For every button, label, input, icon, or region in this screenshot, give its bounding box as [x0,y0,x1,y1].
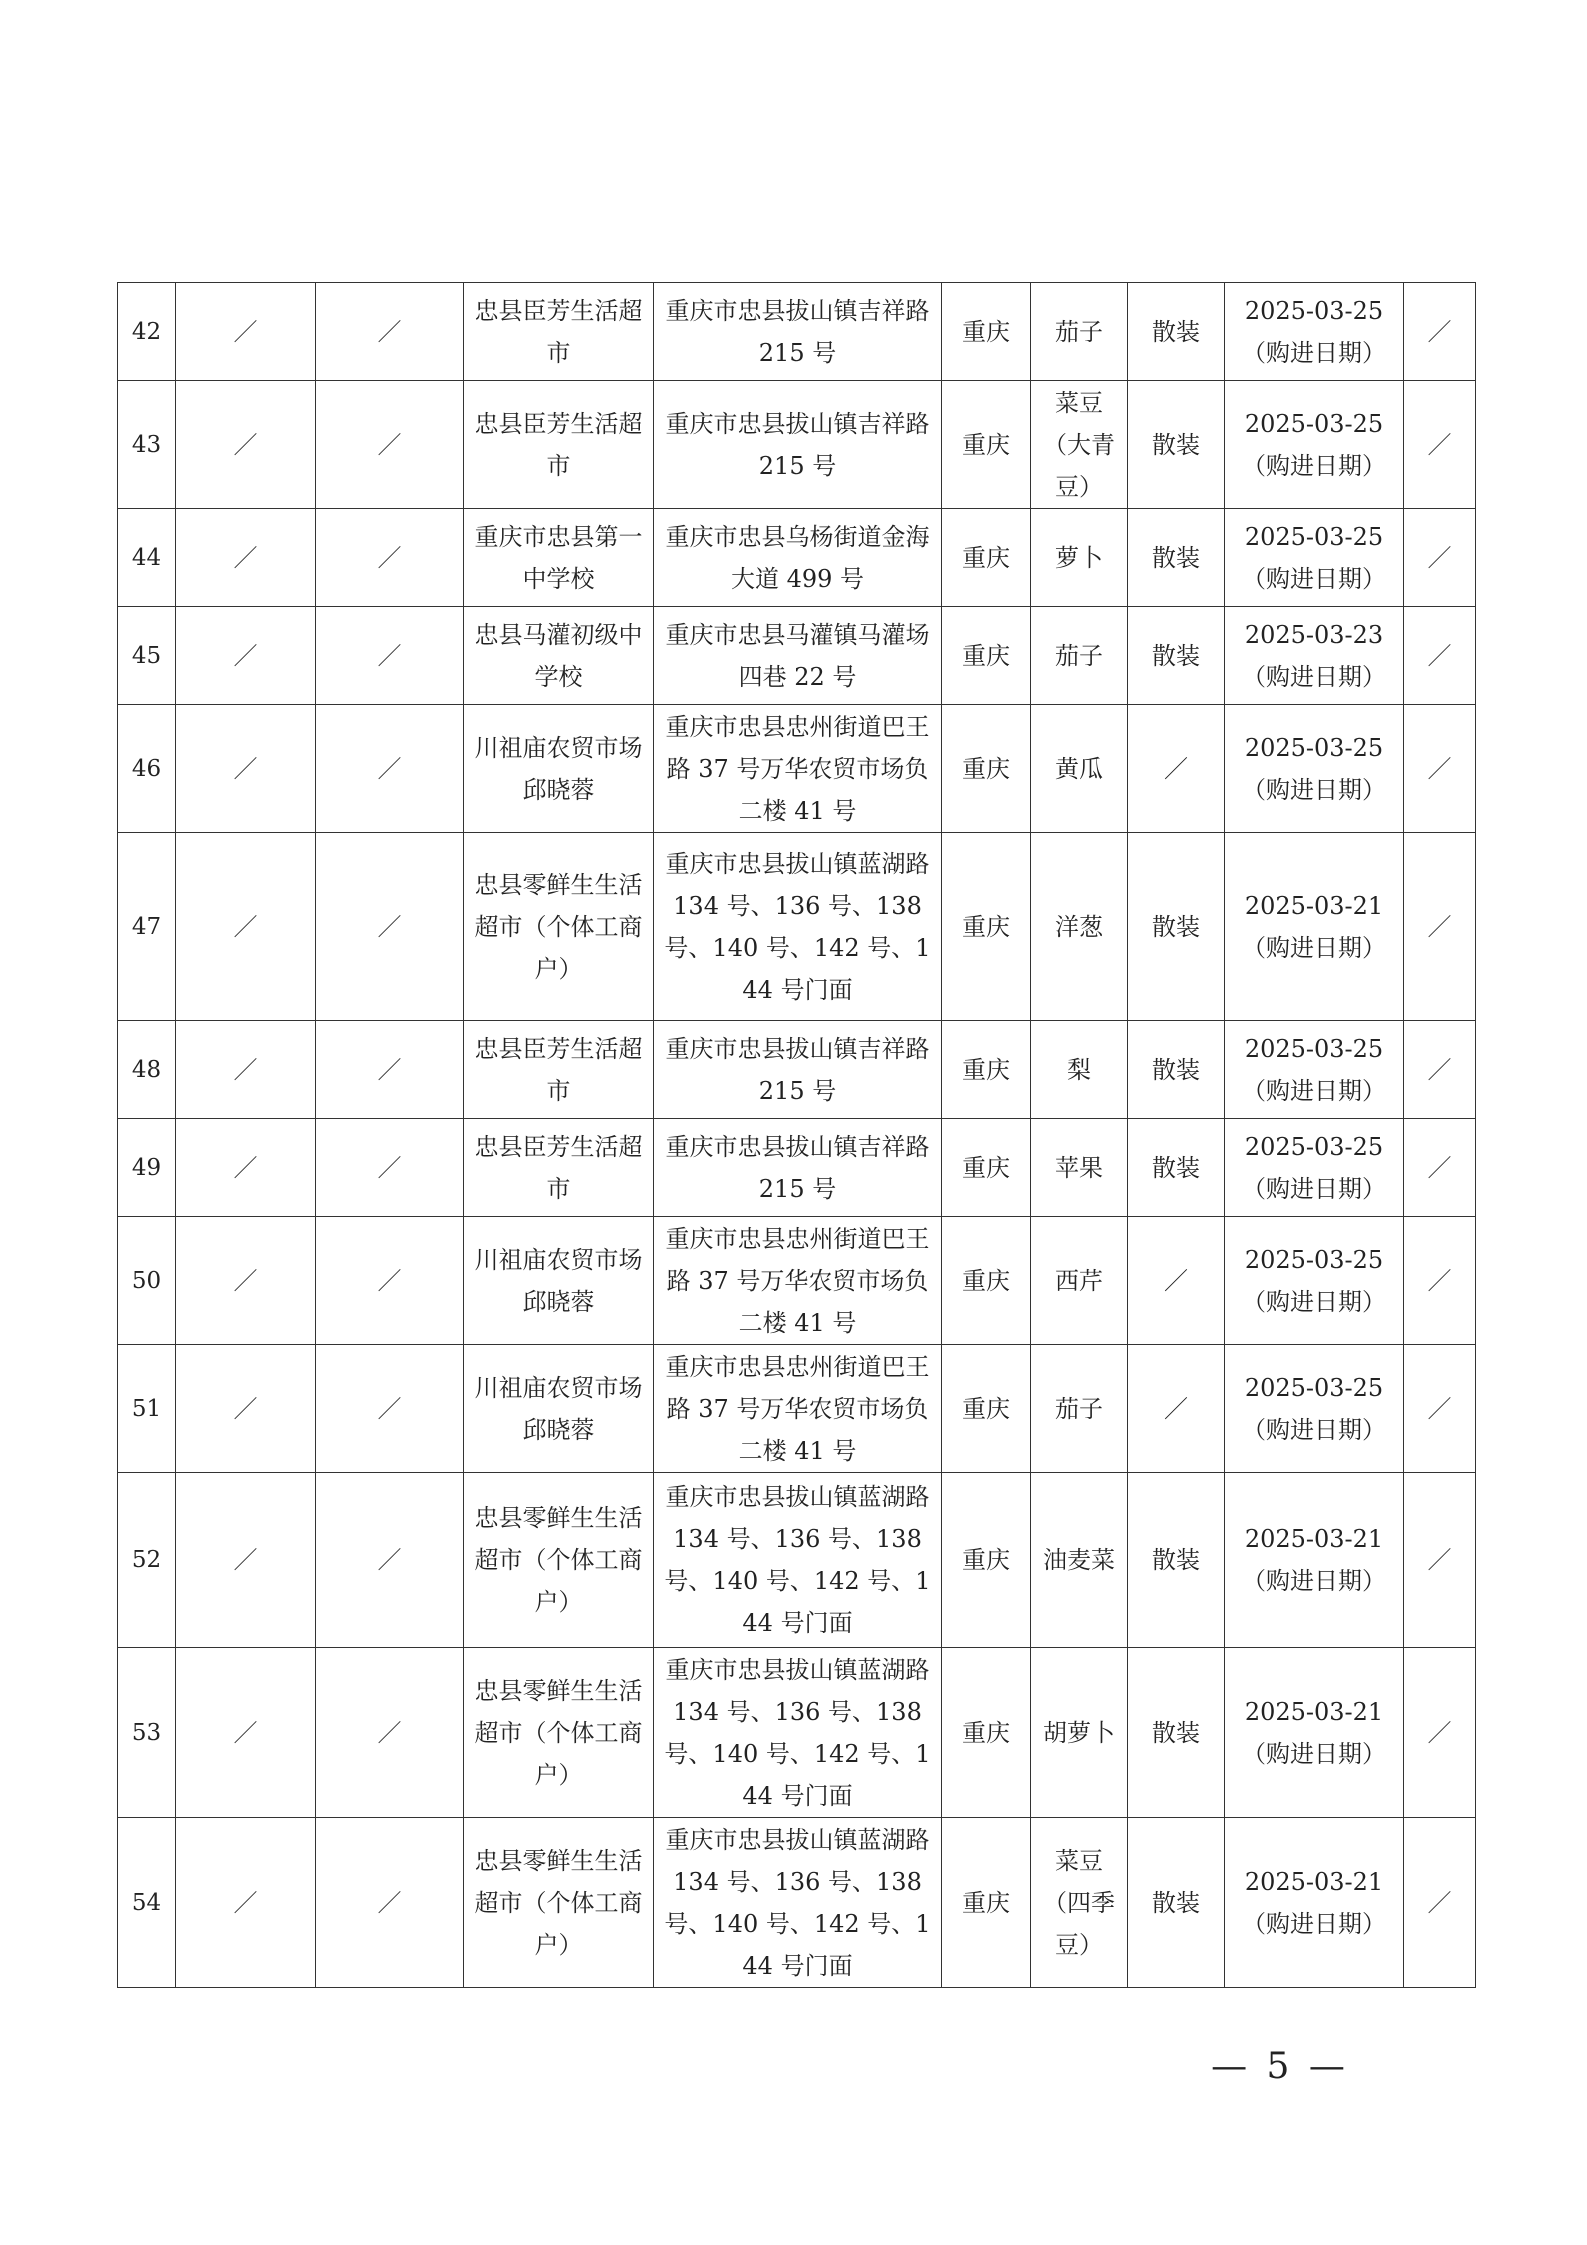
cell-store-name: 忠县马灌初级中学校 [464,607,654,705]
date-value: 2025-03-25 [1244,733,1384,762]
date-value: 2025-03-25 [1244,296,1384,325]
cell-date [1225,381,1404,509]
cell-slash-col3: ／ [316,509,464,607]
cell-date [1225,607,1404,705]
cell-date [1225,1648,1404,1818]
cell-slash-col3: ／ [316,1119,464,1217]
cell-slash-col2: ／ [176,1119,316,1217]
table-row [118,607,1476,705]
cell-packaging: 散装 [1128,1021,1225,1119]
date-value: 2025-03-25 [1244,1132,1384,1161]
date-note: （购进日期） [1242,564,1386,593]
cell-store-address: 重庆市忠县拔山镇蓝湖路 134 号、136 号、138 号、140 号、142 号、144 号门面 [654,1473,942,1648]
cell-origin: 重庆 [942,607,1031,705]
date-note: （购进日期） [1242,775,1386,804]
cell-product-name: 胡萝卜 [1031,1648,1128,1818]
cell-product-name: 油麦菜 [1031,1473,1128,1648]
cell-serial-number: 50 [118,1217,176,1345]
cell-store-name: 川祖庙农贸市场邱晓蓉 [464,1217,654,1345]
cell-slash-col3: ／ [316,1021,464,1119]
cell-slash-col3: ／ [316,283,464,381]
cell-origin: 重庆 [942,1648,1031,1818]
cell-product-name: 黄瓜 [1031,705,1128,833]
cell-date [1225,705,1404,833]
date-note: （购进日期） [1242,1076,1386,1105]
cell-serial-number: 43 [118,381,176,509]
cell-date [1225,1217,1404,1345]
date-value: 2025-03-25 [1244,522,1384,551]
cell-slash-col2: ／ [176,1473,316,1648]
cell-origin: 重庆 [942,1217,1031,1345]
cell-slash-col3: ／ [316,1473,464,1648]
cell-slash-col2: ／ [176,1818,316,1988]
date-value: 2025-03-21 [1244,891,1384,920]
cell-packaging: 散装 [1128,1648,1225,1818]
date-value: 2025-03-21 [1244,1867,1384,1896]
cell-store-name: 忠县零鲜生生活超市（个体工商户） [464,1648,654,1818]
cell-serial-number: 54 [118,1818,176,1988]
table-row [118,1648,1476,1818]
table-row [118,833,1476,1021]
date-value: 2025-03-21 [1244,1525,1384,1553]
table-row [118,705,1476,833]
cell-slash-last: ／ [1404,607,1476,705]
cell-slash-last: ／ [1404,283,1476,381]
date-value: 2025-03-25 [1244,409,1384,438]
cell-store-name: 忠县零鲜生生活超市（个体工商户） [464,1473,654,1648]
cell-slash-last: ／ [1404,381,1476,509]
cell-date [1225,1345,1404,1473]
cell-packaging: 散装 [1128,833,1225,1021]
cell-slash-last: ／ [1404,1217,1476,1345]
cell-origin: 重庆 [942,1345,1031,1473]
cell-product-name: 洋葱 [1031,833,1128,1021]
cell-store-name: 忠县臣芳生活超市 [464,381,654,509]
cell-serial-number: 51 [118,1345,176,1473]
cell-product-name: 西芹 [1031,1217,1128,1345]
cell-origin: 重庆 [942,509,1031,607]
cell-packaging: ／ [1128,1217,1225,1345]
date-value: 2025-03-23 [1244,620,1384,649]
date-note: （购进日期） [1242,1909,1386,1938]
cell-product-name: 萝卜 [1031,509,1128,607]
table-body [118,283,1476,1988]
table-row [118,1217,1476,1345]
cell-store-address: 重庆市忠县拔山镇吉祥路 215 号 [654,381,942,509]
cell-slash-col2: ／ [176,1021,316,1119]
cell-packaging: 散装 [1128,1818,1225,1988]
cell-origin: 重庆 [942,705,1031,833]
cell-serial-number: 52 [118,1473,176,1648]
date-note: （购进日期） [1242,933,1386,962]
cell-product-name: 菜豆（大青豆） [1031,381,1128,509]
date-note: （购进日期） [1242,1415,1386,1444]
cell-origin: 重庆 [942,1021,1031,1119]
cell-store-address: 重庆市忠县拔山镇蓝湖路 134 号、136 号、138 号、140 号、142 号、144 号门面 [654,833,942,1021]
cell-slash-col2: ／ [176,381,316,509]
cell-date [1225,1021,1404,1119]
cell-slash-last: ／ [1404,1473,1476,1648]
table-row [118,381,1476,509]
cell-origin: 重庆 [942,1818,1031,1988]
cell-packaging: 散装 [1128,1473,1225,1648]
cell-serial-number: 45 [118,607,176,705]
cell-packaging: 散装 [1128,1119,1225,1217]
cell-product-name: 梨 [1031,1021,1128,1119]
table-row [118,1119,1476,1217]
cell-slash-col2: ／ [176,705,316,833]
cell-date [1225,1473,1404,1648]
cell-date [1225,509,1404,607]
cell-store-name: 重庆市忠县第一中学校 [464,509,654,607]
date-value: 2025-03-25 [1244,1373,1384,1402]
cell-serial-number: 42 [118,283,176,381]
table-row [118,1021,1476,1119]
cell-slash-last: ／ [1404,833,1476,1021]
cell-slash-last: ／ [1404,1021,1476,1119]
cell-slash-last: ／ [1404,705,1476,833]
cell-product-name: 苹果 [1031,1119,1128,1217]
cell-product-name: 茄子 [1031,1345,1128,1473]
cell-serial-number: 47 [118,833,176,1021]
cell-date [1225,833,1404,1021]
cell-store-address: 重庆市忠县忠州街道巴王路 37 号万华农贸市场负二楼 41 号 [654,705,942,833]
cell-product-name: 菜豆（四季豆） [1031,1818,1128,1988]
cell-packaging: 散装 [1128,607,1225,705]
cell-slash-col3: ／ [316,1818,464,1988]
cell-slash-col3: ／ [316,1217,464,1345]
cell-store-name: 川祖庙农贸市场邱晓蓉 [464,705,654,833]
cell-store-address: 重庆市忠县拔山镇蓝湖路 134 号、136 号、138 号、140 号、142 号、144 号门面 [654,1648,942,1818]
table-row [118,283,1476,381]
cell-slash-col3: ／ [316,381,464,509]
cell-slash-col2: ／ [176,833,316,1021]
date-note: （购进日期） [1242,1739,1386,1768]
cell-date [1225,283,1404,381]
cell-origin: 重庆 [942,1119,1031,1217]
table-row [118,1345,1476,1473]
cell-store-address: 重庆市忠县拔山镇蓝湖路 134 号、136 号、138 号、140 号、142 号、144 号门面 [654,1818,942,1988]
cell-slash-last: ／ [1404,1345,1476,1473]
cell-packaging: 散装 [1128,381,1225,509]
cell-origin: 重庆 [942,381,1031,509]
date-note: （购进日期） [1242,662,1386,691]
cell-slash-last: ／ [1404,1119,1476,1217]
cell-packaging: 散装 [1128,509,1225,607]
cell-store-name: 忠县零鲜生生活超市（个体工商户） [464,1818,654,1988]
date-note: （购进日期） [1242,1287,1386,1316]
cell-origin: 重庆 [942,283,1031,381]
cell-store-name: 川祖庙农贸市场邱晓蓉 [464,1345,654,1473]
date-note: （购进日期） [1242,451,1386,480]
cell-serial-number: 48 [118,1021,176,1119]
date-note: （购进日期） [1242,1174,1386,1203]
cell-origin: 重庆 [942,833,1031,1021]
cell-product-name: 茄子 [1031,283,1128,381]
cell-slash-last: ／ [1404,1818,1476,1988]
cell-store-name: 忠县臣芳生活超市 [464,283,654,381]
cell-packaging: ／ [1128,705,1225,833]
cell-slash-col3: ／ [316,705,464,833]
cell-slash-last: ／ [1404,509,1476,607]
cell-serial-number: 53 [118,1648,176,1818]
cell-slash-col2: ／ [176,283,316,381]
cell-packaging: 散装 [1128,283,1225,381]
cell-slash-col2: ／ [176,1648,316,1818]
cell-slash-col3: ／ [316,833,464,1021]
date-note: （购进日期） [1242,338,1386,367]
date-note: （购进日期） [1242,1567,1386,1595]
date-value: 2025-03-25 [1244,1245,1384,1274]
cell-slash-last: ／ [1404,1648,1476,1818]
cell-store-address: 重庆市忠县马灌镇马灌场四巷 22 号 [654,607,942,705]
cell-store-name: 忠县臣芳生活超市 [464,1119,654,1217]
table-row [118,1473,1476,1648]
cell-store-address: 重庆市忠县拔山镇吉祥路 215 号 [654,283,942,381]
cell-store-address: 重庆市忠县忠州街道巴王路 37 号万华农贸市场负二楼 41 号 [654,1345,942,1473]
cell-date [1225,1119,1404,1217]
inspection-table [117,282,1476,1988]
cell-store-address: 重庆市忠县忠州街道巴王路 37 号万华农贸市场负二楼 41 号 [654,1217,942,1345]
cell-store-name: 忠县零鲜生生活超市（个体工商户） [464,833,654,1021]
cell-store-name: 忠县臣芳生活超市 [464,1021,654,1119]
cell-store-address: 重庆市忠县拔山镇吉祥路 215 号 [654,1119,942,1217]
cell-date [1225,1818,1404,1988]
date-value: 2025-03-21 [1244,1697,1384,1726]
cell-serial-number: 44 [118,509,176,607]
date-value: 2025-03-25 [1244,1034,1384,1063]
cell-product-name: 茄子 [1031,607,1128,705]
cell-slash-col3: ／ [316,607,464,705]
cell-origin: 重庆 [942,1473,1031,1648]
cell-packaging: ／ [1128,1345,1225,1473]
cell-slash-col2: ／ [176,509,316,607]
cell-slash-col3: ／ [316,1345,464,1473]
cell-store-address: 重庆市忠县拔山镇吉祥路 215 号 [654,1021,942,1119]
page-number: — 5 — [1211,2046,1349,2087]
cell-serial-number: 46 [118,705,176,833]
cell-slash-col3: ／ [316,1648,464,1818]
cell-store-address: 重庆市忠县乌杨街道金海大道 499 号 [654,509,942,607]
cell-serial-number: 49 [118,1119,176,1217]
cell-slash-col2: ／ [176,607,316,705]
table-row [118,1818,1476,1988]
table-row [118,509,1476,607]
cell-slash-col2: ／ [176,1345,316,1473]
cell-slash-col2: ／ [176,1217,316,1345]
